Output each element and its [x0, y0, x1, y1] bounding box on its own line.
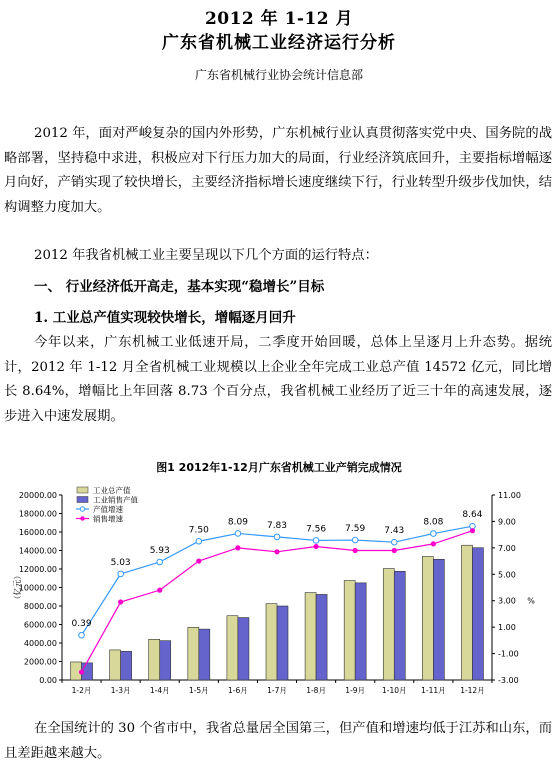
point-output-growth [431, 531, 437, 537]
y-tick-label: 4000.00 [23, 639, 57, 648]
point-sales-growth [79, 669, 84, 674]
x-tick-label: 1-3月 [110, 686, 131, 695]
data-label: 7.56 [306, 524, 327, 535]
bar-output [422, 557, 433, 680]
y2-tick-label: -3.00 [498, 676, 519, 685]
data-label: 8.64 [462, 510, 483, 521]
point-sales-growth [196, 558, 201, 563]
bar-sales [160, 641, 171, 680]
y-tick-label: 10000.00 [18, 583, 57, 593]
y-tick-label: 16000.00 [18, 528, 57, 537]
x-tick-label: 1-6月 [228, 686, 248, 695]
point-output-growth [391, 539, 397, 545]
author-line: 广东省机械行业协会统计信息部 [194, 68, 363, 82]
y2-tick-label: 3.00 [498, 596, 516, 606]
bar-output [266, 604, 277, 680]
data-label: 8.08 [423, 517, 444, 528]
bar-sales [472, 548, 483, 680]
production-sales-chart [0, 483, 558, 711]
bar-sales [121, 651, 132, 680]
point-sales-growth [353, 548, 358, 553]
point-output-growth [235, 531, 241, 537]
point-sales-growth [235, 545, 240, 550]
figure-title: 图1 2012年1-12月广东省机械工业产销完成情况 [156, 461, 402, 474]
y2-tick-label: 5.00 [498, 570, 516, 580]
y-tick-label: 14000.00 [18, 546, 57, 556]
point-sales-growth [157, 588, 162, 593]
x-tick-label: 1-5月 [188, 686, 209, 695]
paragraph-intro: 2012 年，面对严峻复杂的国内外形势，广东机械行业认真贯彻落实党中央、国务院的战略部署，坚持稳中求进，积极应对下行压力加大的局面，行业经济筑底回升，主要指标增幅逐月向好，产销实现了较快增长，主要经济指标增长速度继续下行，行业转型升级步伐加快，结构调整力度加大。 [4, 126, 552, 215]
bar-output [344, 581, 355, 680]
x-tick-label: 1-12月 [460, 686, 485, 695]
bar-sales [355, 583, 366, 680]
point-sales-growth [118, 599, 123, 604]
bar-sales [238, 618, 249, 680]
bar-sales [277, 606, 288, 680]
paragraph-ranking: 在全国统计的 30 个省市中，我省总量居全国第三，但产值和增速均低于江苏和山东，而且差距越来越大。 [4, 721, 552, 761]
paragraph-output: 今年以来，广东机械工业低速开局，二季度开始回暖，总体上呈逐月上升态势。据统计，2012 年 1-12 月全省机械工业规模以上企业全年完成工业总产值 14572 亿元，同比增长 8.64%，增幅比上年回落 8.73 个百分点，我省机械工业经历了近三十年的高速发展，逐步进入中速发展期。 [4, 335, 552, 424]
bar-output [149, 639, 160, 680]
bar-output [227, 616, 238, 680]
point-output-growth [313, 538, 319, 544]
data-label: 8.09 [227, 517, 248, 528]
data-label: 5.93 [149, 545, 170, 556]
y2-tick-label: 9.00 [498, 517, 516, 527]
legend-swatch [77, 487, 88, 493]
title-year: 2012 年 1-12 月 [204, 9, 354, 29]
legend-marker [80, 516, 84, 520]
x-tick-label: 1-4月 [149, 686, 170, 695]
bar-output [305, 593, 316, 680]
y2-tick-label: -1.00 [498, 649, 519, 659]
point-sales-growth [313, 544, 318, 549]
x-tick-label: 1-2月 [71, 686, 92, 695]
point-output-growth [352, 537, 358, 543]
point-sales-growth [392, 548, 397, 553]
bar-sales [433, 559, 444, 680]
point-output-growth [79, 632, 85, 638]
y-tick-label: 20000.00 [18, 491, 57, 500]
y2-tick-label: 7.00 [498, 543, 516, 553]
point-sales-growth [274, 549, 279, 554]
y-axis-label: （亿元） [13, 571, 22, 604]
data-label: 5.03 [110, 557, 131, 568]
y-tick-label: 0.00 [39, 676, 57, 685]
bar-output [461, 545, 472, 680]
y-tick-label: 2000.00 [23, 657, 57, 667]
legend-label: 工业总产值 [93, 486, 131, 495]
legend-label: 产值增速 [93, 505, 123, 514]
y2-tick-label: 1.00 [498, 623, 516, 633]
point-sales-growth [470, 528, 475, 533]
x-tick-label: 1-8月 [306, 686, 326, 695]
page-title: 广东省机械工业经济运行分析 [162, 33, 396, 53]
data-label: 7.59 [345, 524, 366, 535]
bar-output [110, 650, 121, 680]
y-tick-label: 18000.00 [18, 509, 57, 519]
y2-tick-label: 11.00 [498, 491, 521, 500]
bar-sales [394, 571, 405, 680]
bar-output [188, 627, 199, 680]
paragraph-features: 2012 年我省机械工业主要呈现以下几个方面的运行特点： [34, 248, 378, 263]
bar-output [383, 569, 394, 680]
data-label: 7.50 [188, 525, 209, 536]
legend-label: 销售增速 [93, 514, 123, 524]
point-output-growth [118, 571, 124, 577]
subsection-heading-1: 1. 工业总产值实现较快增长，增幅逐月回升 [34, 310, 296, 326]
x-tick-label: 1-11月 [421, 686, 446, 695]
x-tick-label: 1-10月 [382, 686, 407, 695]
y2-axis-label: % [527, 596, 535, 606]
legend-label: 工业销售产值 [93, 495, 138, 505]
bar-sales [316, 594, 327, 680]
bar-sales [199, 629, 210, 680]
point-output-growth [196, 538, 202, 544]
y-tick-label: 12000.00 [18, 565, 57, 574]
point-output-growth [274, 534, 280, 540]
point-sales-growth [431, 541, 436, 546]
data-label: 7.83 [266, 520, 288, 531]
point-output-growth [157, 559, 163, 565]
legend-swatch [77, 497, 88, 503]
legend-marker [80, 507, 84, 511]
y-tick-label: 6000.00 [23, 620, 57, 630]
y-tick-label: 8000.00 [23, 602, 57, 611]
x-tick-label: 1-9月 [345, 686, 366, 695]
x-tick-label: 1-7月 [267, 686, 287, 695]
section-heading-1: 一、 行业经济低开高走，基本实现“稳增长”目标 [34, 279, 325, 295]
data-label: 0.39 [71, 619, 92, 630]
data-label: 7.43 [384, 526, 405, 537]
